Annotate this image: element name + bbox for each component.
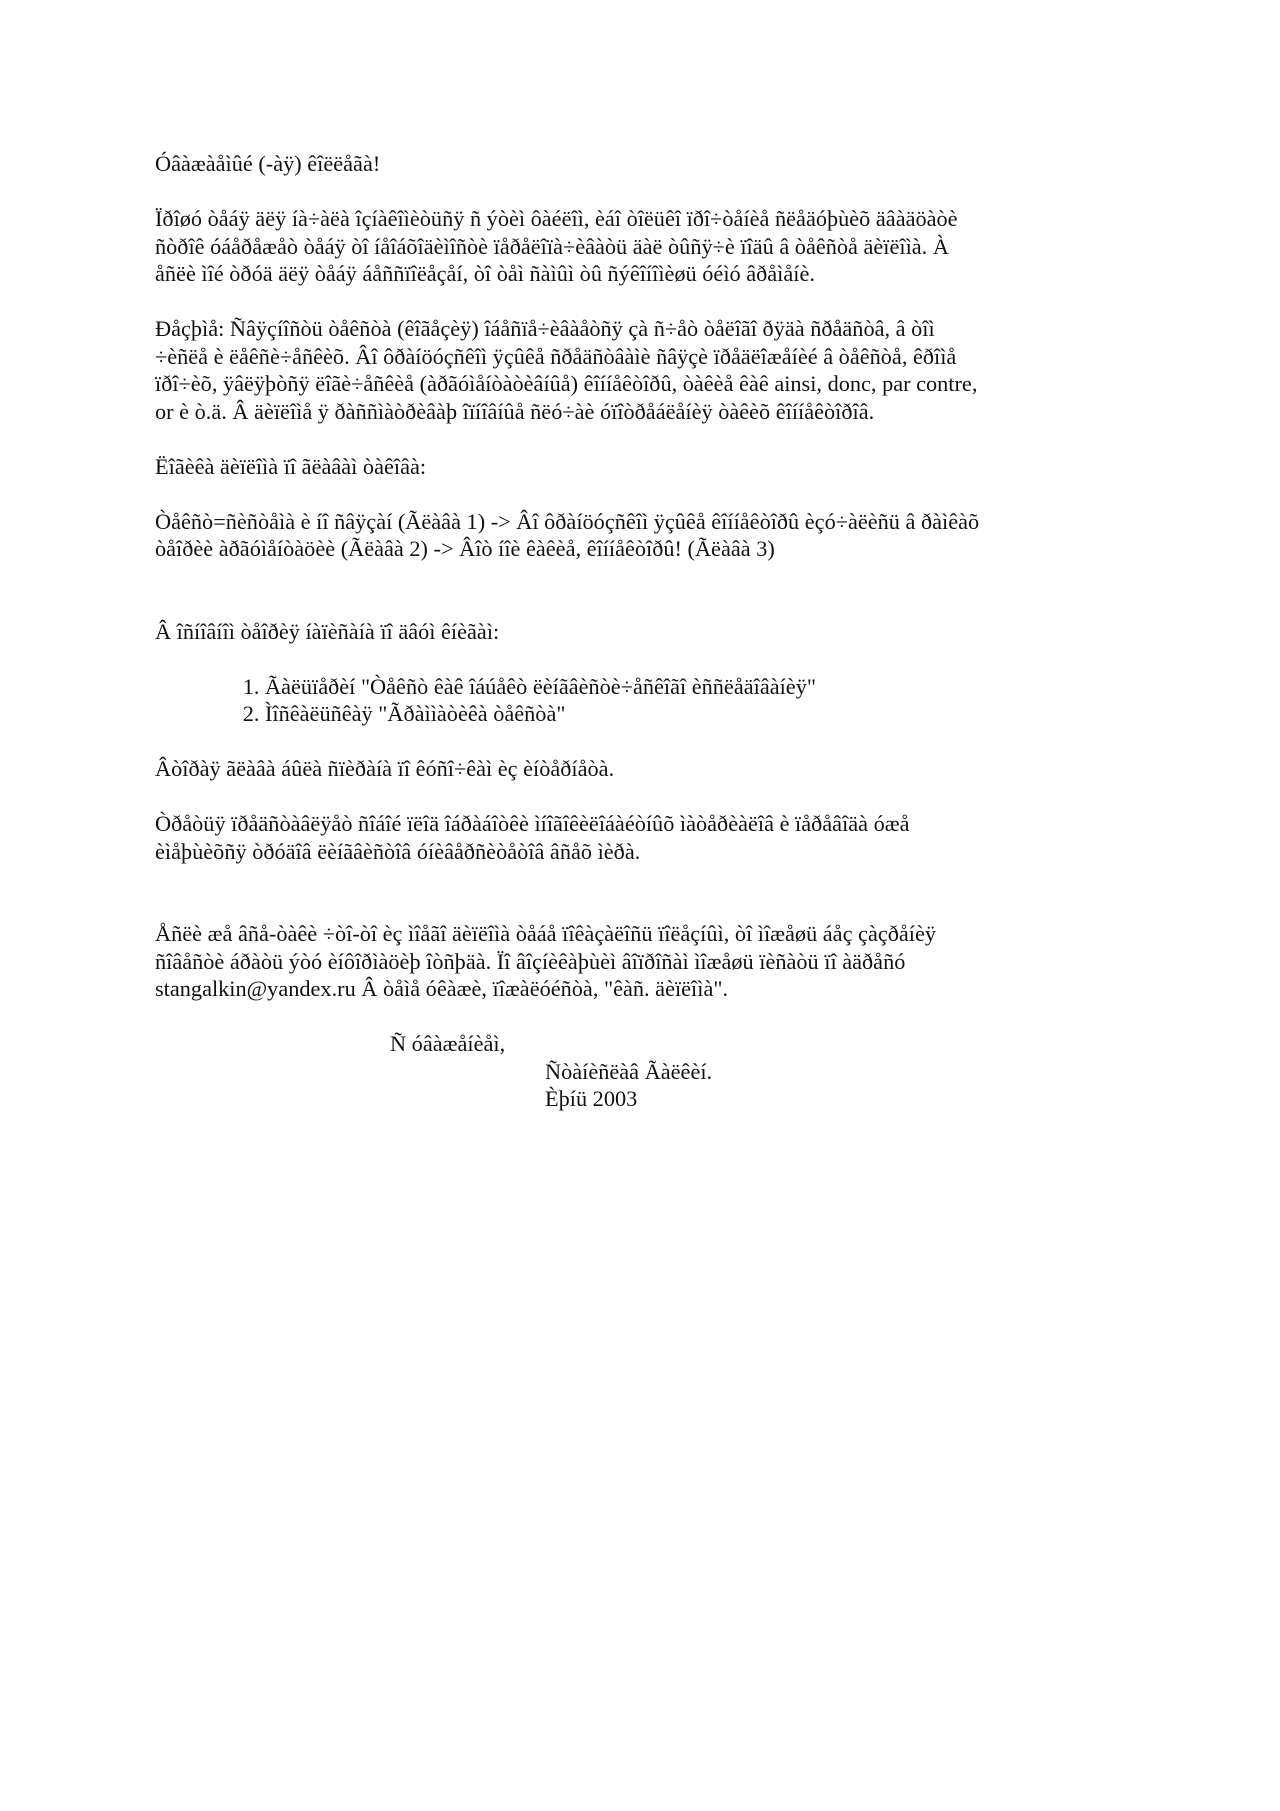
intro-line: åñëè ìîé òðóä äëÿ òåáÿ áåññïîëåçåí, òî òåì ñàìûì òû ñýêîíîìèøü óéìó âðåìåíè. <box>155 261 815 286</box>
summary-line: Ðåçþìå: Ñâÿçíîñòü òåêñòà (êîãåçèÿ) îáåñïå÷èâàåòñÿ çà ñ÷åò òåëîãî ðÿäà ñðåäñòâ, â òîì <box>155 316 935 341</box>
intro-paragraph <box>155 205 1115 288</box>
summary-paragraph <box>155 315 1115 425</box>
signature-name: Ñòàíèñëàâ Ãàëêèí. <box>545 1058 713 1084</box>
sources-list <box>155 673 1115 728</box>
contact-line: Åñëè æå âñå-òàêè ÷òî-òî èç ìîåãî äèïëîìà òåáå ïîêàçàëîñü ïîëåçíûì, òî ìîæåøü áåç çàçðåíèÿ <box>155 921 937 946</box>
signature-closing: Ñ óâàæåíèåì, <box>390 1031 506 1056</box>
signature-block <box>155 1030 1115 1113</box>
sources-heading: Â îñíîâíîì òåîðèÿ íàïèñàíà ïî äâóì êíèãàì: <box>155 618 500 644</box>
practice-paragraph <box>155 810 1115 865</box>
summary-line: ïðî÷èõ, ÿâëÿþòñÿ ëîãè÷åñêèå (àðãóìåíòàòèâíûå) êîííåêòîðû, òàêèå êàê ainsi, donc, par contre, <box>155 371 978 396</box>
contact-line: ñîâåñòè áðàòü ýòó èíôîðìàöèþ îòñþäà. Ïî âîçíèêàþùèì âîïðîñàì ìîæåøü ïèñàòü ïî àäðåñó <box>155 948 906 974</box>
plan-line: òåîðèè àðãóìåíòàöèè (Ãëàâà 2) -> Âîò íîè êàêèå, êîííåêòîðû! (Ãëàâà 3) <box>155 536 775 561</box>
intro-line: Ïðîøó òåáÿ äëÿ íà÷àëà îçíàêîìèòüñÿ ñ ýòèì ôàéëîì, èáî òîëüêî ïðî÷òåíèå ñëåäóþùèõ äâàäöàòè <box>155 206 958 231</box>
plan-line: Òåêñò=ñèñòåìà è íî ñâÿçàí (Ãëàâà 1) -> Âî ôðàíöóçñêîì ÿçûêå êîííåêòîðû èçó÷àëèñü â ðàìêàõ <box>155 508 980 534</box>
document-page <box>155 150 1115 1113</box>
plan-heading: Ëîãèêà äèïëîìà ïî ãëàâàì òàêîâà: <box>155 453 427 479</box>
contact-line: stangalkin@yandex.ru Â òåìå óêàæè, ïîæàëóéñòà, "êàñ. äèïëîìà". <box>155 976 729 1001</box>
contact-paragraph <box>155 920 1115 1003</box>
summary-line: or è ò.ä. Â äèïëîìå ÿ ðàññìàòðèâàþ îïíîâíûå ñëó÷àè óïîòðåáëåíèÿ òàêèõ êîííåêòîðîâ. <box>155 398 875 424</box>
source-item: 1. Ãàëüïåðèí "Òåêñò êàê îáúåêò ëèíãâèñòè÷åñêîãî èññëåäîâàíèÿ" <box>265 673 1115 701</box>
practice-line: Òðåòüÿ ïðåäñòàâëÿåò ñîáîé ïëîä îáðàáîòêè ìíîãîêèëîáàéòíûõ ìàòåðèàëîâ è ïåðåâîäà óæå <box>155 811 910 836</box>
plan-paragraph <box>155 508 1115 563</box>
signature-date: Èþíü 2003 <box>545 1086 638 1111</box>
greeting: Óâàæàåìûé (-àÿ) êîëëåãà! <box>155 151 381 176</box>
practice-line: èìåþùèõñÿ òðóäîâ ëèíãâèñòîâ óíèâåðñèòåòîâ âñåõ ìèðà. <box>155 838 641 864</box>
chapter-note: Âòîðàÿ ãëàâà áûëà ñïèðàíà ïî êóñî÷êàì èç èíòåðíåòà. <box>155 756 615 781</box>
summary-line: ÷èñëå è ëåêñè÷åñêèõ. Âî ôðàíöóçñêîì ÿçûêå ñðåäñòâàìè ñâÿçè ïðåäëîæåíèé â òåêñòå, êðîìå <box>155 343 957 369</box>
intro-line: ñòðîê óáåðåæåò òåáÿ òî íåîáõîäèìîñòè ïåðåëîïà÷èâàòü äàë òûñÿ÷è ïîäû â òåêñòå äèïëîìà. À <box>155 233 949 259</box>
source-item: 2. Ìîñêàëüñêàÿ "Ãðàììàòèêà òåêñòà" <box>265 700 1115 728</box>
